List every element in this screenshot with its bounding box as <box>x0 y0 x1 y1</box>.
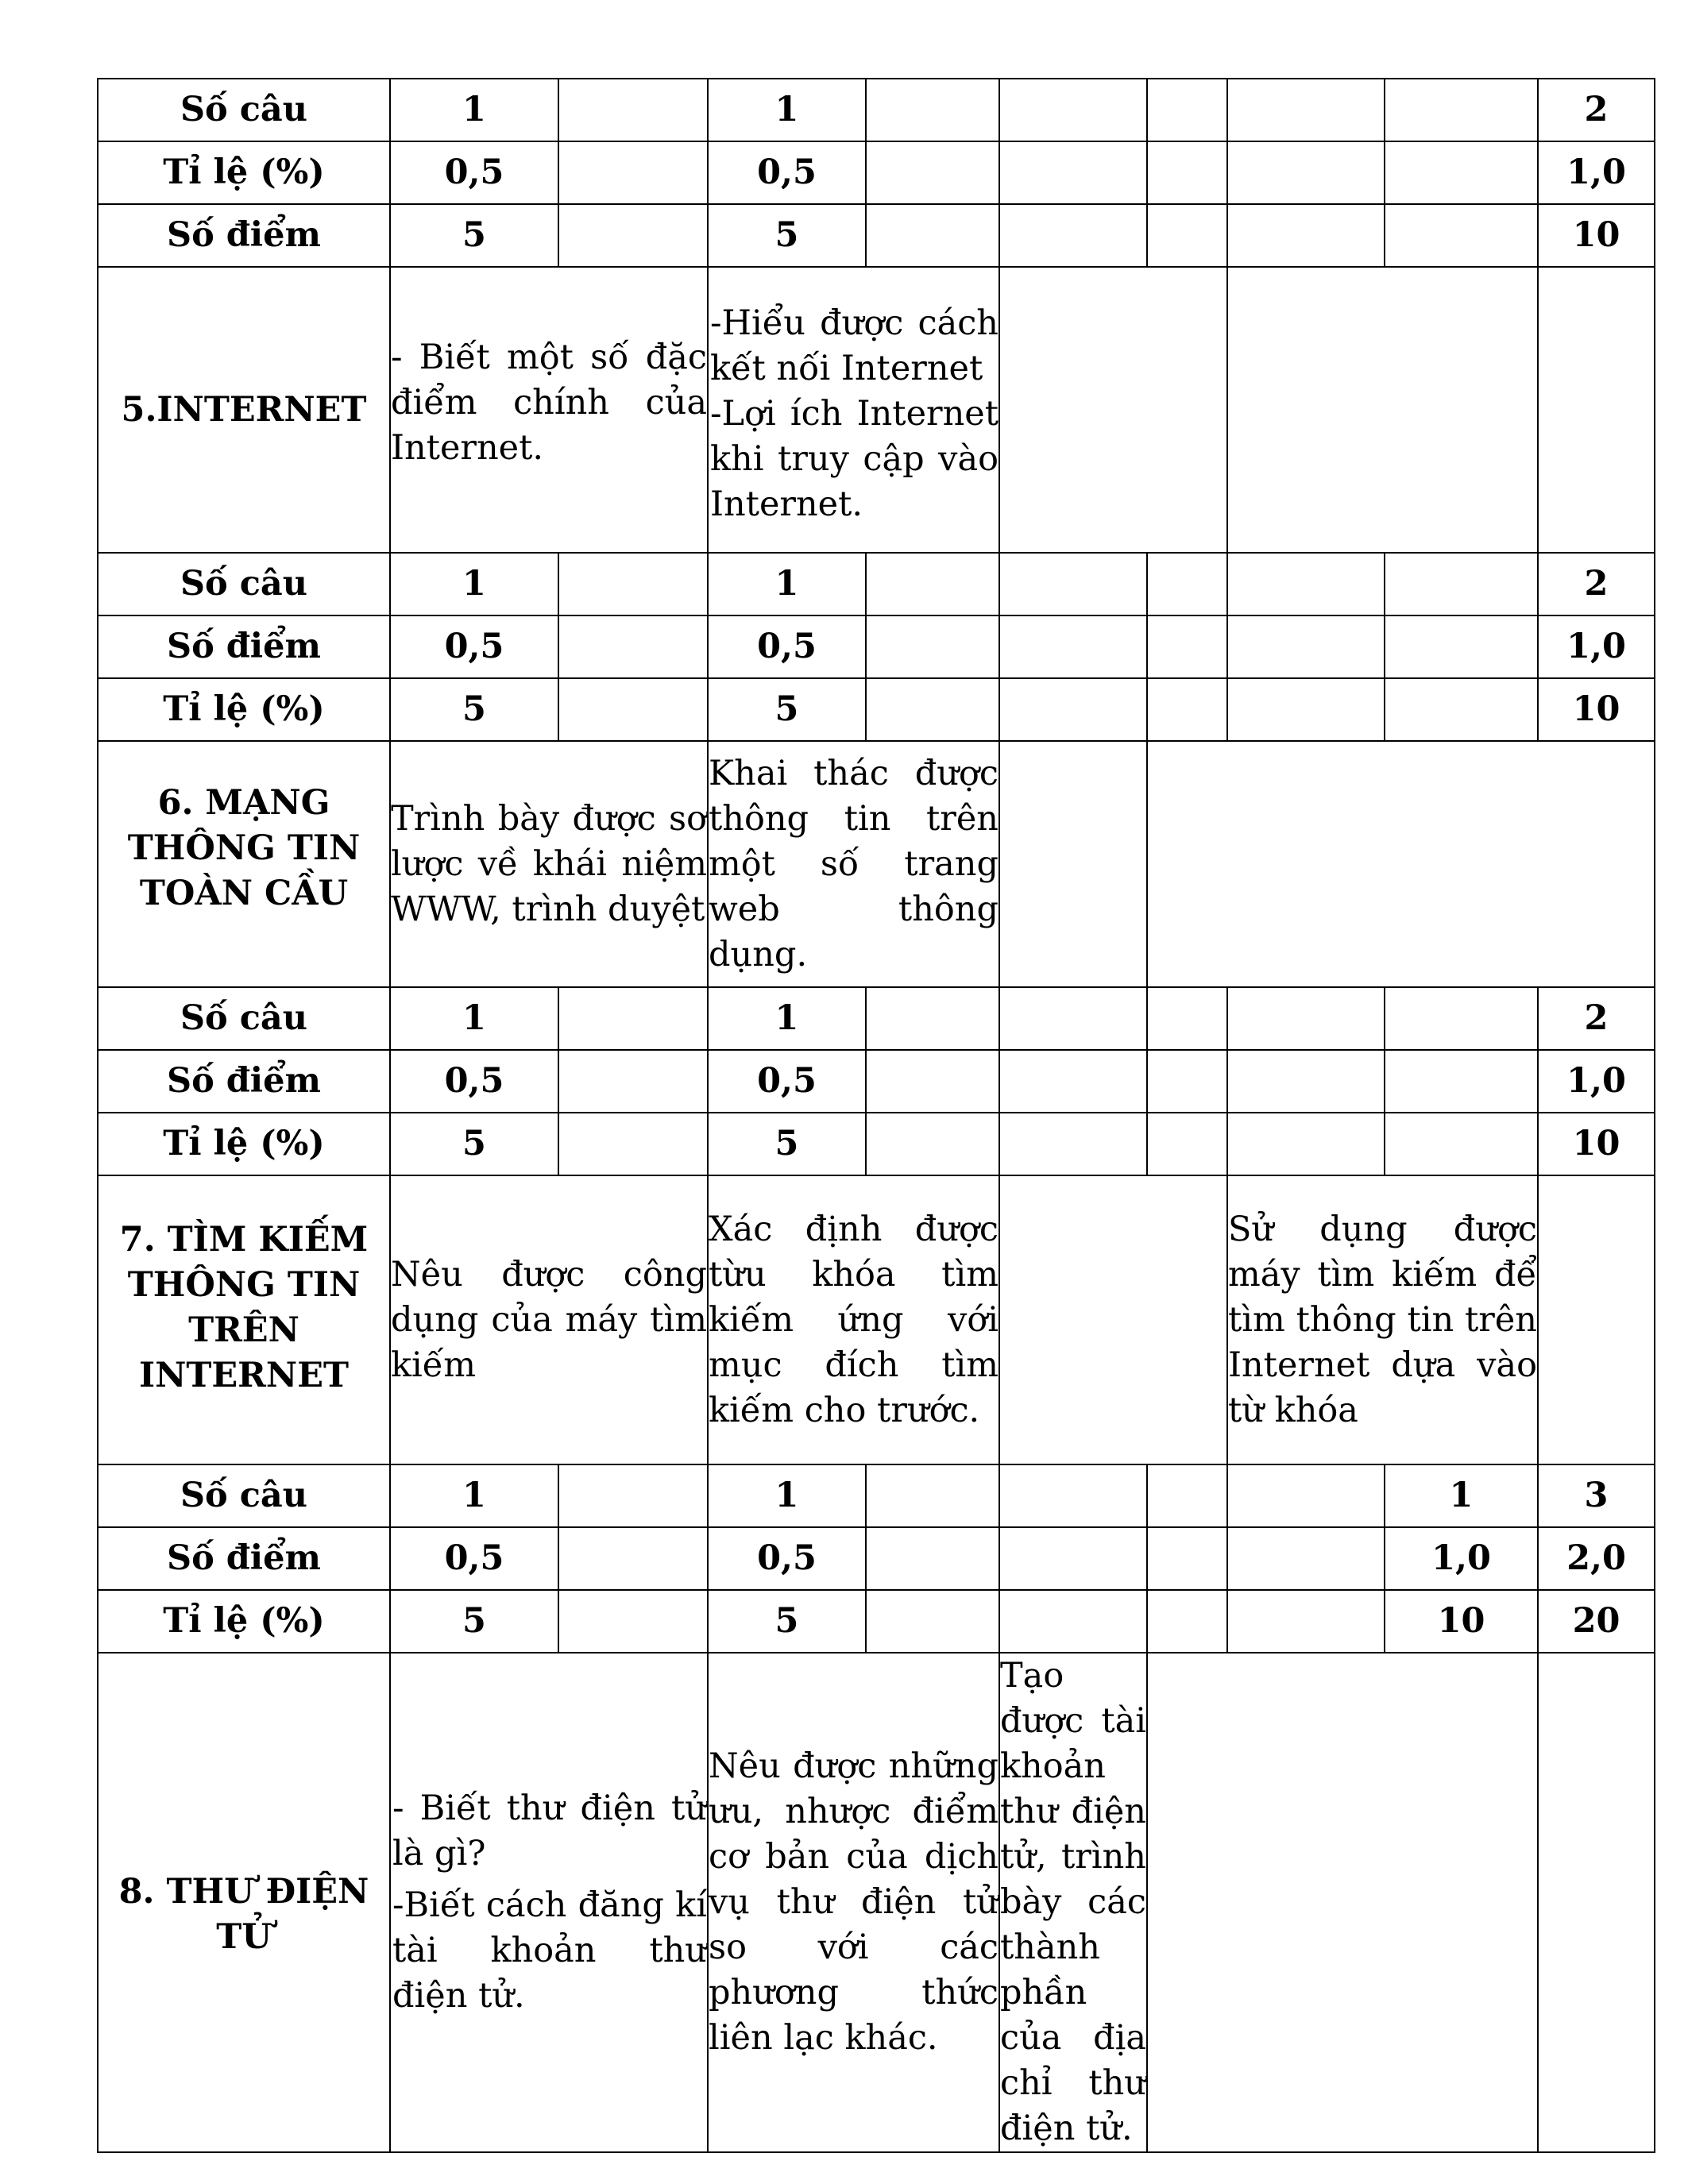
cell-value: 5 <box>390 1590 558 1653</box>
row-label: Số câu <box>98 1464 390 1527</box>
section-internet-row <box>98 267 1655 553</box>
row-label: Số câu <box>98 987 390 1050</box>
row-label: Số câu <box>98 553 390 615</box>
topic-title: 5.INTERNET <box>98 267 390 553</box>
s7-ti-le-row <box>98 1590 1655 1653</box>
s7-so-cau-row <box>98 1464 1655 1527</box>
cell-value: 5 <box>708 204 866 267</box>
top-ti-le-row <box>98 141 1655 204</box>
topic-title: 7. TÌM KIẾM THÔNG TIN TRÊN INTERNET <box>98 1175 390 1464</box>
van-dung-cao-desc: Sử dụng được máy tìm kiếm để tìm thông tin trên Internet dựa vào từ khóa <box>1227 1175 1538 1464</box>
row-label: Số điểm <box>98 1527 390 1590</box>
topic-title: 6. MẠNG THÔNG TIN TOÀN CẦU <box>98 741 390 987</box>
cell-value: 5 <box>708 678 866 741</box>
thong-hieu-desc: Nêu được những ưu, nhược điểm cơ bản của dịch vụ thư điện tử so với các phương thức liên lạc khác. <box>708 1653 999 2152</box>
s5-so-diem-row <box>98 615 1655 678</box>
cell-total: 1,0 <box>1538 1050 1655 1113</box>
top-so-cau-row <box>98 79 1655 141</box>
cell-value: 1 <box>390 987 558 1050</box>
cell-value: 1 <box>708 987 866 1050</box>
cell-value: 1 <box>390 79 558 141</box>
cell-value: 0,5 <box>390 615 558 678</box>
cell-value: 1 <box>708 1464 866 1527</box>
cell-value: 0,5 <box>390 1527 558 1590</box>
cell-total: 2 <box>1538 79 1655 141</box>
s6-so-cau-row <box>98 987 1655 1050</box>
topic-title: 8. THƯ ĐIỆN TỬ <box>98 1653 390 2152</box>
nhan-biet-desc: Nêu được công dụng của máy tìm kiếm <box>390 1175 708 1464</box>
row-label: Tỉ lệ (%) <box>98 1113 390 1175</box>
row-label: Số điểm <box>98 615 390 678</box>
cell-total: 10 <box>1538 678 1655 741</box>
top-so-diem-row <box>98 204 1655 267</box>
nhan-biet-desc: Trình bày được sơ lược về khái niệm WWW, trình duyệt <box>390 741 708 987</box>
cell-value: 5 <box>390 678 558 741</box>
cell-value: 5 <box>708 1113 866 1175</box>
section-email-row <box>98 1653 1655 2152</box>
thong-hieu-desc: -Hiểu được cách kết nối Internet -Lợi ích Internet khi truy cập vào Internet. <box>708 267 999 553</box>
nhan-biet-desc: - Biết thư điện tử là gì? -Biết cách đăng kí tài khoản thư điện tử. <box>390 1653 708 2152</box>
cell-value: 5 <box>390 1113 558 1175</box>
cell-total: 20 <box>1538 1590 1655 1653</box>
s6-ti-le-row <box>98 1113 1655 1175</box>
row-label: Số điểm <box>98 204 390 267</box>
s5-ti-le-row <box>98 678 1655 741</box>
s6-so-diem-row <box>98 1050 1655 1113</box>
cell-value: 0,5 <box>708 1527 866 1590</box>
cell-total: 2 <box>1538 987 1655 1050</box>
cell-value: 1 <box>1385 1464 1538 1527</box>
cell-total: 10 <box>1538 1113 1655 1175</box>
cell-value: 5 <box>708 1590 866 1653</box>
cell-total: 1,0 <box>1538 141 1655 204</box>
row-label: Tỉ lệ (%) <box>98 1590 390 1653</box>
s5-so-cau-row <box>98 553 1655 615</box>
cell-value: 0,5 <box>708 615 866 678</box>
assessment-matrix-table <box>97 78 1655 2153</box>
row-label: Số điểm <box>98 1050 390 1113</box>
thong-hieu-desc: Khai thác được thông tin trên một số trang web thông dụng. <box>708 741 999 987</box>
cell-value: 0,5 <box>708 141 866 204</box>
thong-hieu-desc: Xác định được từu khóa tìm kiếm ứng với mục đích tìm kiếm cho trước. <box>708 1175 999 1464</box>
cell-total: 3 <box>1538 1464 1655 1527</box>
row-label: Số câu <box>98 79 390 141</box>
cell-value: 1 <box>390 553 558 615</box>
cell-total: 1,0 <box>1538 615 1655 678</box>
nhan-biet-desc: - Biết một số đặc điểm chính của Internet. <box>390 267 708 553</box>
cell-value: 10 <box>1385 1590 1538 1653</box>
cell-total: 2,0 <box>1538 1527 1655 1590</box>
section-www-row <box>98 741 1655 987</box>
row-label: Tỉ lệ (%) <box>98 678 390 741</box>
cell-value: 0,5 <box>390 1050 558 1113</box>
cell-value: 1 <box>708 553 866 615</box>
van-dung-desc: Tạo được tài khoản thư điện tử, trình bày các thành phần của địa chỉ thư điện tử. <box>999 1653 1147 2152</box>
cell-value: 1 <box>708 79 866 141</box>
cell-value: 1 <box>390 1464 558 1527</box>
section-search-row <box>98 1175 1655 1464</box>
cell-total: 10 <box>1538 204 1655 267</box>
cell-value: 5 <box>390 204 558 267</box>
s7-so-diem-row <box>98 1527 1655 1590</box>
row-label: Tỉ lệ (%) <box>98 141 390 204</box>
cell-value: 0,5 <box>390 141 558 204</box>
cell-total: 2 <box>1538 553 1655 615</box>
cell-value: 0,5 <box>708 1050 866 1113</box>
cell-value: 1,0 <box>1385 1527 1538 1590</box>
